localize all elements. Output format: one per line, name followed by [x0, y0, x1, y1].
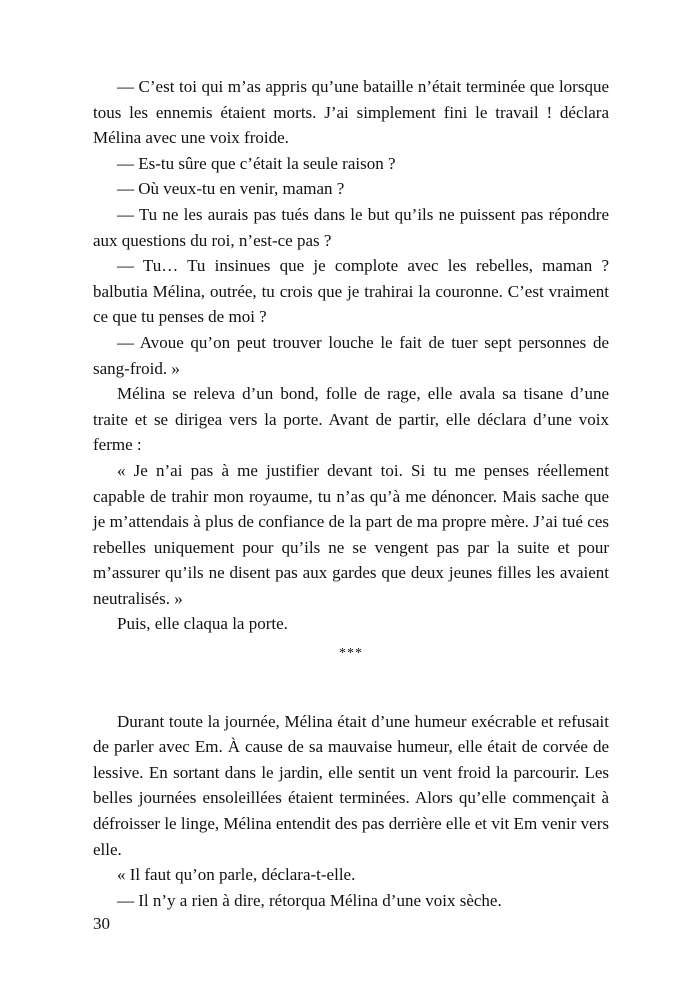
page-number: 30	[93, 914, 110, 933]
paragraph: — Il n’y a rien à dire, rétorqua Mélina d’une voix sèche.	[117, 890, 502, 910]
paragraph: « Je n’ai pas à me justifier devant toi. Si tu me penses réellement capable de trahir mon royaume, tu n’as qu’à me dénoncer. Mais sache que je m’attendais à plus de confiance de la part de ma propre mère. J’ai tué ces rebelles uniquement pour qu’ils ne se vengent pas par la suite et pour m’assurer qu’ils ne disent pas aux gardes que deux jeunes filles les avaient neutralisés. »	[93, 460, 609, 608]
paragraph: — C’est toi qui m’as appris qu’une bataille n’était terminée que lorsque tous les ennemis étaient morts. J’ai simplement fini le travail ! déclara Mélina avec une voix froide.	[93, 77, 609, 148]
paragraph: — Tu… Tu insinues que je complote avec les rebelles, maman ? balbutia Mélina, outrée, tu crois que je trahirai la couronne. C’est vraiment ce que tu penses de moi ?	[93, 256, 609, 327]
paragraph: — Avoue qu’on peut trouver louche le fait de tuer sept personnes de sang-froid. »	[93, 332, 609, 378]
paragraph: — Tu ne les aurais pas tués dans le but qu’ils ne puissent pas répondre aux questions du roi, n’est-ce pas ?	[93, 204, 609, 250]
paragraph: Mélina se releva d’un bond, folle de rage, elle avala sa tisane d’une traite et se dirigea vers la porte. Avant de partir, elle déclara d’une voix ferme :	[93, 384, 609, 455]
paragraph: — Où veux-tu en venir, maman ?	[117, 179, 345, 199]
paragraph: « Il faut qu’on parle, déclara-t-elle.	[117, 865, 356, 885]
page-body	[93, 74, 609, 913]
paragraph: Durant toute la journée, Mélina était d’une humeur exécrable et refusait de parler avec Em. À cause de sa mauvaise humeur, elle était de corvée de lessive. En sortant dans le jardin, elle sentit un vent froid la parcourir. Les belles journées ensoleillées étaient terminées. Alors qu’elle commençait à défroisser le linge, Mélina entendit des pas derrière elle et vit Em venir vers elle.	[93, 711, 609, 859]
paragraph: — Es-tu sûre que c’était la seule raison ?	[117, 153, 396, 173]
paragraph: Puis, elle claqua la porte.	[117, 614, 288, 634]
section-separator: ***	[339, 646, 363, 662]
